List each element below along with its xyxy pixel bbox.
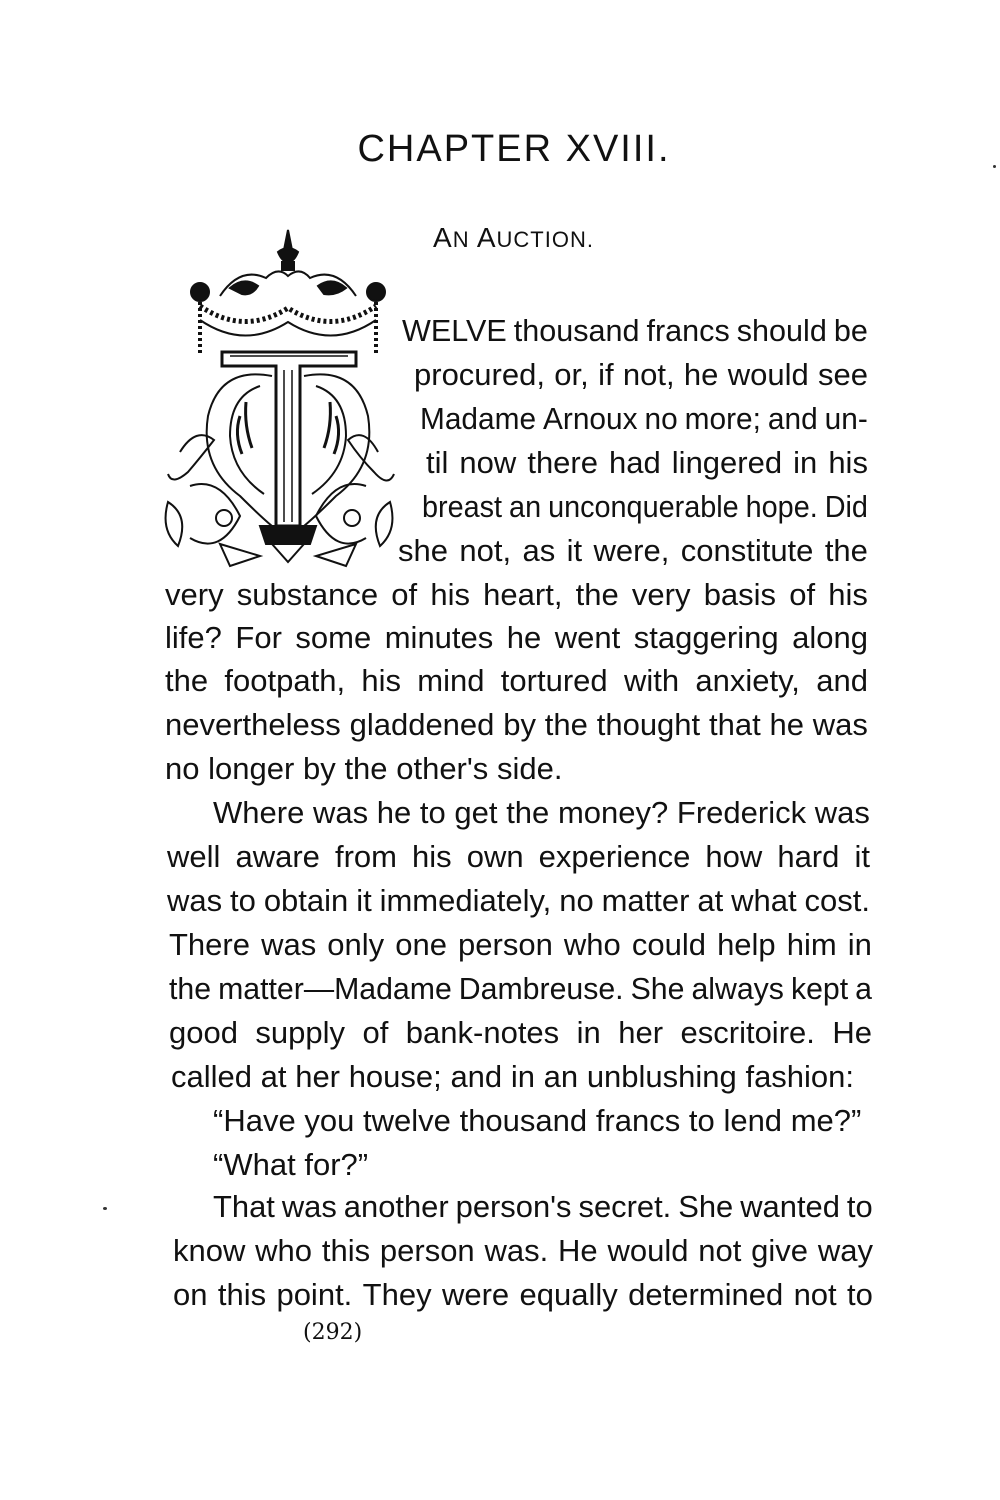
word: way — [817, 1233, 873, 1268]
word: Did — [824, 489, 868, 524]
word: They — [362, 1277, 432, 1312]
word: There — [169, 927, 250, 962]
word: no — [165, 751, 200, 786]
word: kept — [790, 971, 849, 1006]
text-line — [414, 357, 868, 393]
word: and — [767, 401, 818, 436]
word: as — [522, 533, 556, 568]
word: by — [303, 751, 336, 786]
word: to — [688, 1103, 715, 1138]
word: house; — [348, 1059, 442, 1094]
text-line — [167, 883, 870, 919]
word: own — [466, 839, 524, 874]
word: would — [727, 357, 809, 392]
word: for?” — [304, 1147, 369, 1182]
word: in — [576, 1015, 601, 1050]
word: She — [678, 1189, 734, 1224]
word: it — [566, 533, 583, 568]
word: of — [789, 577, 816, 612]
word: cost. — [804, 883, 870, 918]
word: in — [847, 927, 872, 962]
word: thousand — [459, 1103, 588, 1138]
text-line — [213, 1147, 368, 1183]
word: person — [458, 927, 553, 962]
word: “What — [213, 1147, 296, 1182]
word: was — [814, 795, 870, 830]
word: were — [441, 1277, 510, 1312]
word: an — [543, 1059, 579, 1094]
word: called — [171, 1059, 252, 1094]
word: give — [751, 1233, 809, 1268]
word: from — [334, 839, 397, 874]
word: mind — [417, 663, 485, 698]
word: see — [818, 357, 868, 392]
word: this — [217, 1277, 267, 1312]
word: lingered — [671, 445, 783, 480]
word: very — [165, 577, 224, 612]
word: now — [459, 445, 517, 480]
word: how — [705, 839, 763, 874]
word: of — [362, 1015, 389, 1050]
word: an — [509, 489, 542, 524]
word: at — [260, 1059, 287, 1094]
word: hard — [777, 839, 840, 874]
word: anxiety, — [695, 663, 800, 698]
word: one — [395, 927, 447, 962]
text-line — [171, 1059, 854, 1095]
chapter-title: CHAPTER XVIII. — [357, 128, 671, 170]
word: there — [527, 445, 598, 480]
text-line — [165, 620, 868, 656]
text-line — [165, 577, 868, 613]
word: un- — [824, 401, 868, 436]
word: immediately, — [379, 883, 552, 918]
word: unblushing — [586, 1059, 737, 1094]
word: not, — [459, 533, 512, 568]
word: with — [623, 663, 680, 698]
word: hope. — [745, 489, 818, 524]
word: footpath, — [224, 663, 346, 698]
word: lend — [723, 1103, 783, 1138]
word: life? — [165, 620, 222, 655]
word: longer — [208, 751, 295, 786]
word: WELVE — [402, 313, 507, 348]
word: a — [855, 971, 872, 1006]
word: the — [575, 577, 619, 612]
word: on — [173, 1277, 208, 1312]
word: of — [391, 577, 418, 612]
word: another — [343, 1189, 449, 1224]
word: this — [321, 1233, 371, 1268]
word: her — [618, 1015, 664, 1050]
word: aware — [235, 839, 320, 874]
word: be — [833, 313, 868, 348]
word: staggering — [633, 620, 779, 655]
word: to — [846, 1189, 873, 1224]
word: who — [255, 1233, 313, 1268]
word: the — [169, 971, 212, 1006]
word: He — [832, 1015, 872, 1050]
word: heart, — [483, 577, 563, 612]
word: nevertheless — [165, 707, 341, 742]
word: escritoire. — [680, 1015, 815, 1050]
word: very — [631, 577, 691, 612]
word: at — [697, 883, 724, 918]
word: til — [426, 445, 449, 480]
word: the — [544, 707, 588, 742]
word: get — [454, 795, 498, 830]
word: substance — [236, 577, 379, 612]
word: was — [261, 927, 317, 962]
word: help — [717, 927, 776, 962]
text-line — [213, 1189, 873, 1225]
word: his — [828, 577, 868, 612]
text-line — [165, 663, 868, 699]
word: person — [379, 1233, 475, 1268]
word: his — [828, 445, 868, 480]
word: Dambreuse. — [458, 971, 624, 1006]
word: it — [356, 883, 372, 918]
text-line — [173, 1233, 873, 1269]
word: not — [793, 1277, 837, 1312]
word: was. — [484, 1233, 549, 1268]
word: francs — [646, 313, 730, 348]
word: matter—Madame — [218, 971, 452, 1006]
word: that — [708, 707, 761, 742]
text-line — [169, 927, 872, 963]
word: determined — [628, 1277, 784, 1312]
word: him — [786, 927, 837, 962]
text-line — [165, 707, 868, 743]
scan-speck — [993, 165, 996, 168]
text-line — [402, 313, 868, 349]
word: me?” — [790, 1103, 862, 1138]
word: his — [412, 839, 452, 874]
word: to — [419, 795, 446, 830]
word: bank-notes — [405, 1015, 560, 1050]
word: procured, — [414, 357, 545, 392]
word: tortured — [500, 663, 608, 698]
word: to — [230, 883, 256, 918]
word: unconquerable — [548, 489, 739, 524]
section-title — [433, 222, 594, 254]
word: the — [165, 663, 209, 698]
word: He — [558, 1233, 598, 1268]
word: wanted — [740, 1189, 840, 1224]
word: know — [173, 1233, 246, 1268]
text-line — [169, 1015, 872, 1051]
text-line — [173, 1277, 873, 1313]
text-line — [426, 445, 868, 481]
word: experience — [538, 839, 691, 874]
word: francs — [595, 1103, 681, 1138]
word: only — [327, 927, 385, 962]
word: Where — [213, 795, 305, 830]
word: in — [510, 1059, 535, 1094]
word: secret. — [578, 1189, 672, 1224]
word: he — [683, 357, 719, 392]
word: That — [213, 1189, 275, 1224]
word: point. — [276, 1277, 353, 1312]
word: what — [731, 883, 797, 918]
word: she — [398, 533, 448, 568]
word: fashion: — [745, 1059, 855, 1094]
word: She — [630, 971, 685, 1006]
text-line — [169, 971, 872, 1007]
word: supply — [255, 1015, 346, 1050]
word: breast — [422, 489, 503, 524]
section-title-a1: A — [433, 222, 453, 253]
text-line — [165, 751, 562, 787]
word: he — [376, 795, 412, 830]
text-line — [420, 401, 868, 437]
word: was — [312, 795, 369, 830]
word: his — [361, 663, 401, 698]
word: he — [769, 707, 804, 742]
word: should — [736, 313, 827, 348]
word: Arnoux — [543, 401, 638, 436]
word: or, — [554, 357, 589, 392]
word: the — [824, 533, 868, 568]
scan-speck — [103, 1207, 107, 1210]
word: person's — [455, 1189, 572, 1224]
word: matter — [601, 883, 690, 918]
text-line — [213, 1103, 861, 1139]
word: her — [295, 1059, 341, 1094]
word: the — [506, 795, 550, 830]
section-title-a2-rest: UCTION. — [496, 227, 594, 252]
word: “Have — [213, 1103, 296, 1138]
word: was — [167, 883, 223, 918]
word: no — [559, 883, 594, 918]
word: money? — [557, 795, 669, 830]
word: not, — [622, 357, 675, 392]
word: went — [554, 620, 621, 655]
word: thought — [596, 707, 701, 742]
word: basis — [703, 577, 777, 612]
page-number: (292) — [303, 1320, 363, 1345]
word: well — [167, 839, 221, 874]
word: twelve — [363, 1103, 451, 1138]
word: some — [295, 620, 372, 655]
text-line — [422, 489, 868, 525]
word: along — [792, 620, 868, 655]
word: good — [169, 1015, 238, 1050]
word: and — [816, 663, 868, 698]
word: obtain — [263, 883, 349, 918]
word: more; — [684, 401, 761, 436]
word: the — [344, 751, 388, 786]
word: could — [631, 927, 706, 962]
ornamental-drop-cap-t — [160, 226, 398, 572]
word: minutes — [384, 620, 494, 655]
word: Frederick — [676, 795, 807, 830]
word: by — [503, 707, 536, 742]
word: For — [235, 620, 282, 655]
word: would — [607, 1233, 689, 1268]
section-title-a2: A — [476, 222, 497, 253]
word: it — [854, 839, 870, 874]
text-line — [167, 839, 870, 875]
word: gladdened — [349, 707, 495, 742]
word: constitute — [680, 533, 814, 568]
word: was — [812, 707, 868, 742]
word: and — [450, 1059, 503, 1094]
word: no — [644, 401, 678, 436]
word: thousand — [513, 313, 640, 348]
word: who — [563, 927, 621, 962]
word: were, — [593, 533, 670, 568]
text-line — [398, 533, 868, 569]
word: other's — [396, 751, 489, 786]
word: side. — [496, 751, 563, 786]
word: to — [847, 1277, 873, 1312]
section-title-a1-rest: N — [452, 227, 470, 252]
word: his — [430, 577, 470, 612]
word: equally — [519, 1277, 618, 1312]
word: was — [281, 1189, 337, 1224]
word: you — [304, 1103, 355, 1138]
word: if — [598, 357, 614, 392]
text-line — [213, 795, 870, 831]
word: he — [506, 620, 542, 655]
word: in — [793, 445, 818, 480]
word: Madame — [420, 401, 537, 436]
word: not — [698, 1233, 742, 1268]
word: always — [691, 971, 784, 1006]
word: had — [609, 445, 661, 480]
